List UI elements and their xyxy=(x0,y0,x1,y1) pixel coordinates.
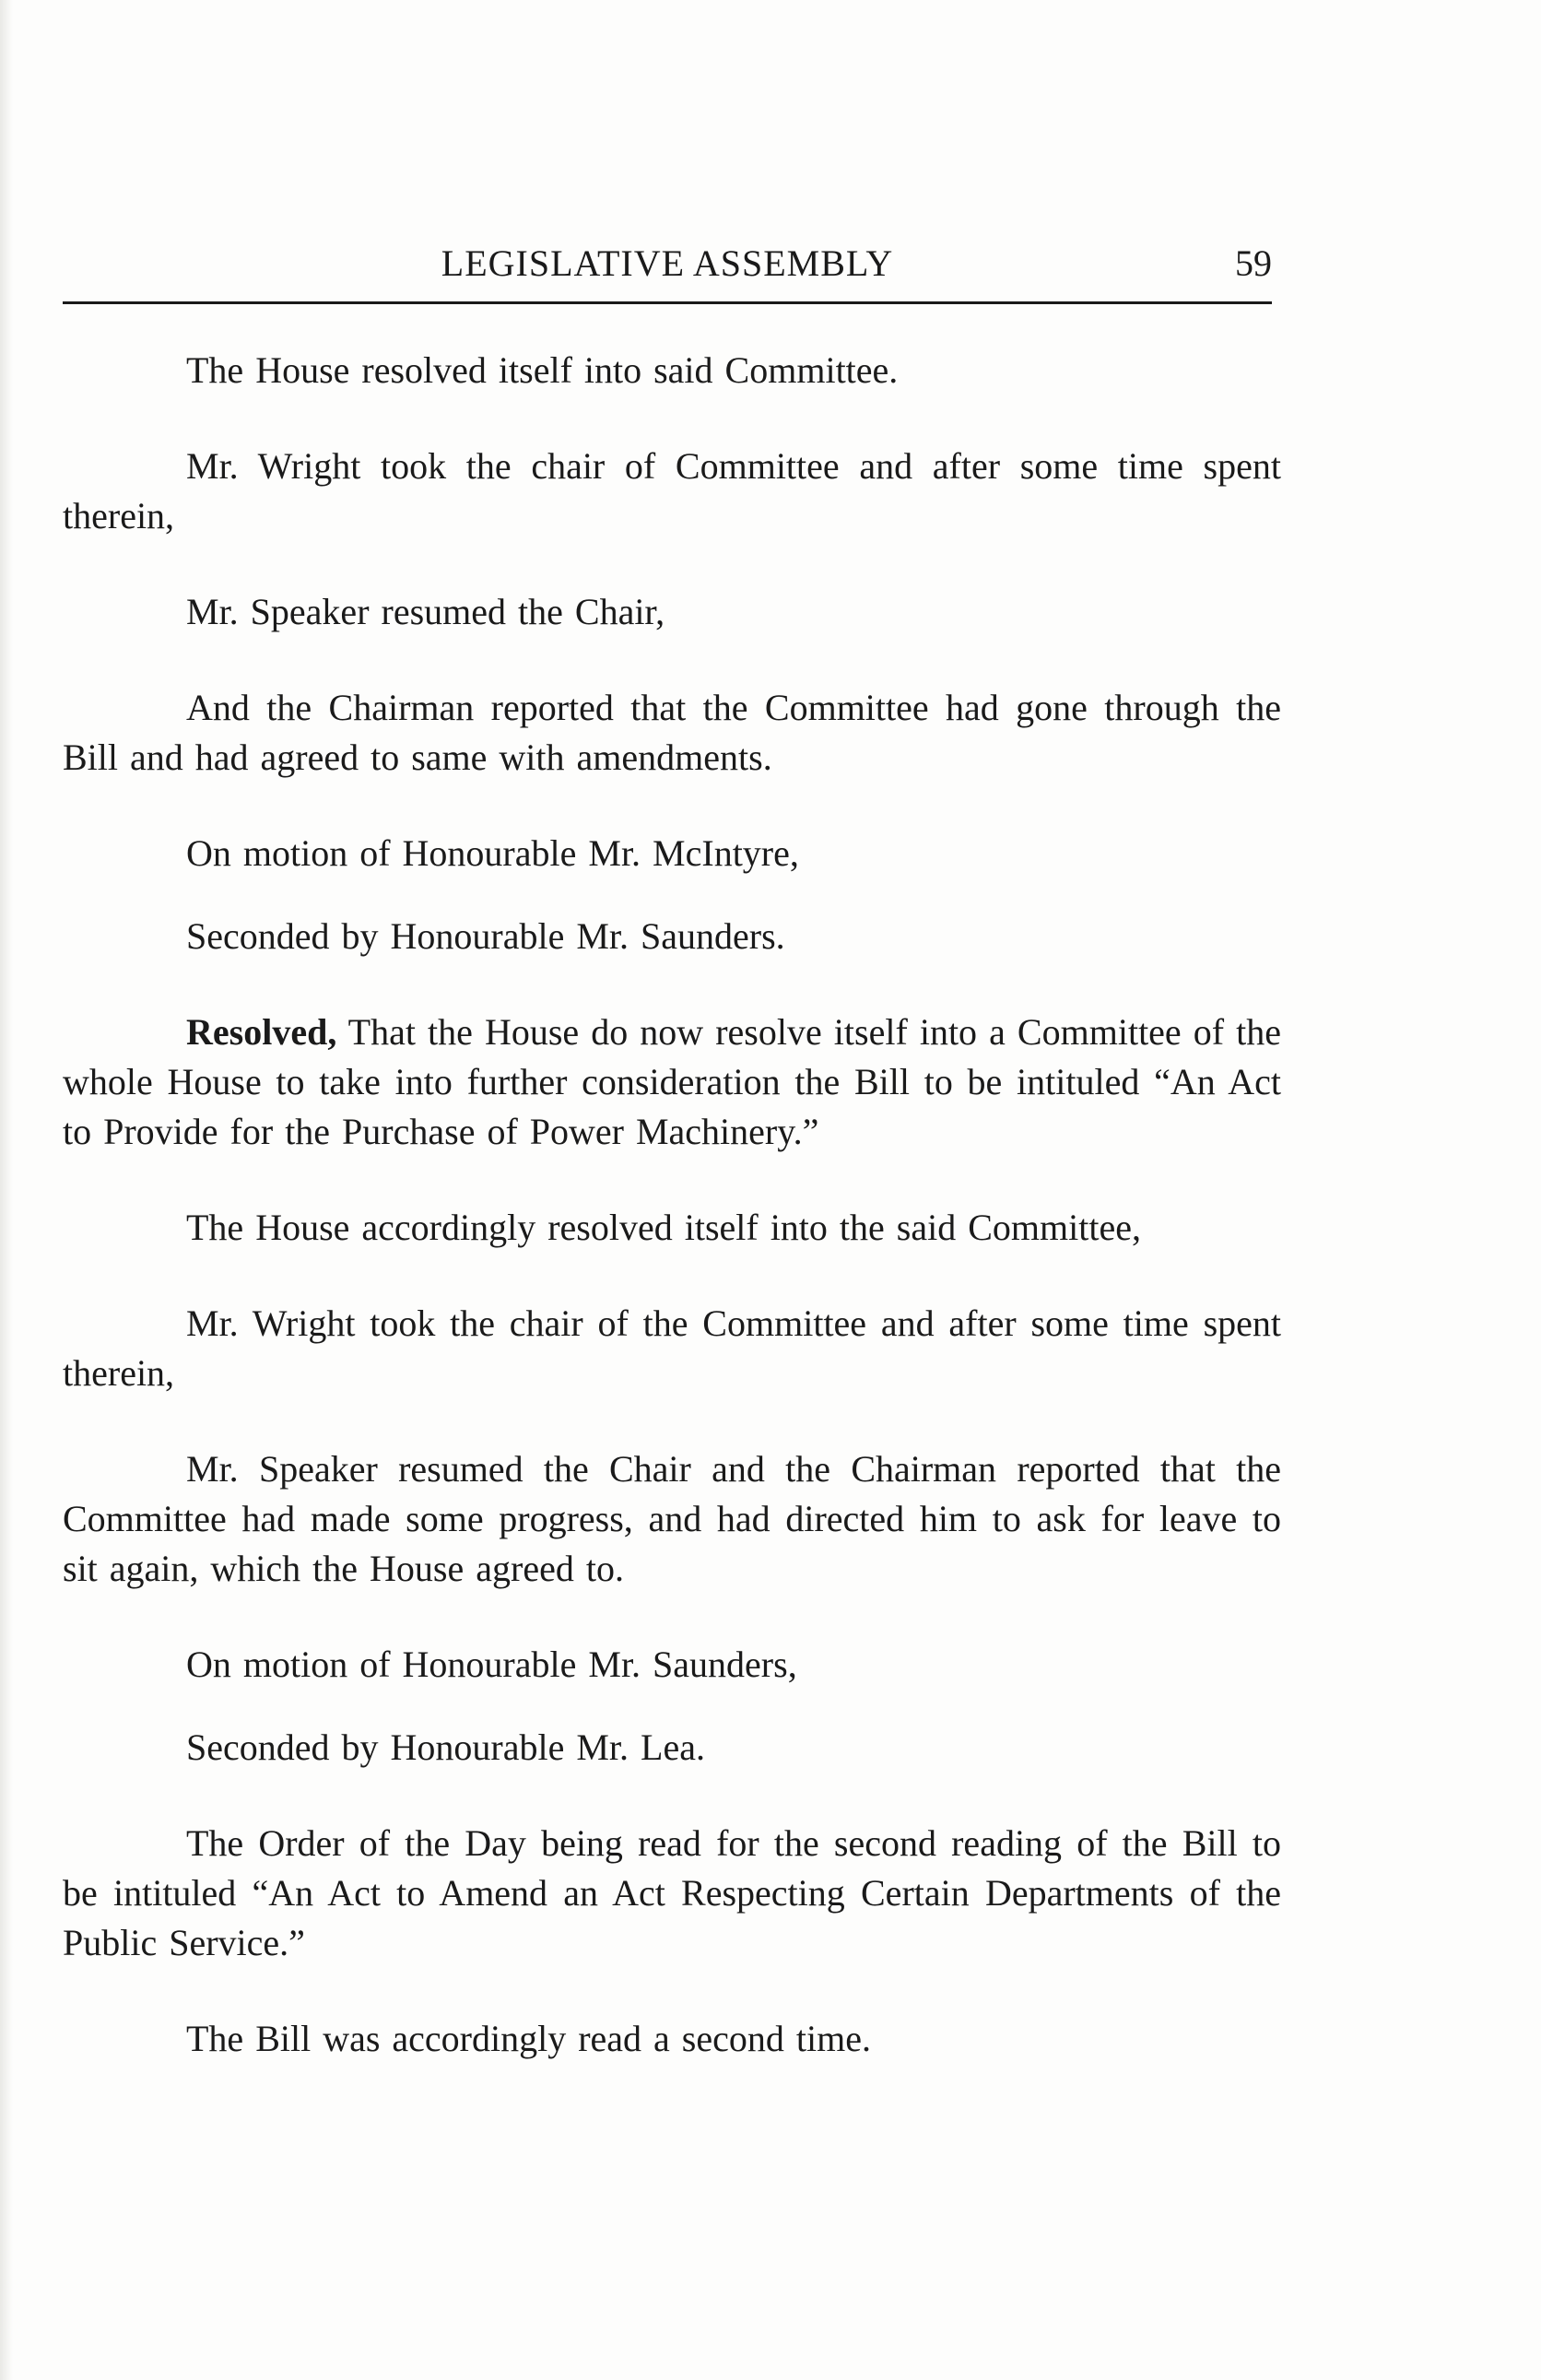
resolution-text: That the House do now resolve itself into a Committee of the whole House to take into further consideration the Bill to be intituled “An Act to Provide for the Purchase of Power Machinery.” xyxy=(63,1011,1281,1152)
resolution-paragraph xyxy=(63,1007,1281,1157)
body-text xyxy=(63,346,1281,2110)
paragraph: On motion of Honourable Mr. McIntyre, xyxy=(186,832,799,874)
paragraph: Mr. Speaker resumed the Chair and the Chairman reported that the Committee had made some progress, and had directed him to ask for leave to sit again, which the House agreed to. xyxy=(63,1448,1281,1589)
paragraph: On motion of Honourable Mr. Saunders, xyxy=(186,1644,797,1685)
header-rule xyxy=(63,301,1272,304)
paragraph: And the Chairman reported that the Committee had gone through the Bill and had agreed to same with amendments. xyxy=(63,687,1281,778)
resolved-label: Resolved, xyxy=(186,1011,337,1053)
paragraph: The Order of the Day being read for the second reading of the Bill to be intituled “An Act to Amend an Act Respecting Certain Departments of the Public Service.” xyxy=(63,1822,1281,1963)
paragraph: Seconded by Honourable Mr. Saunders. xyxy=(186,915,785,957)
paragraph: Mr. Wright took the chair of the Committee and after some time spent therein, xyxy=(63,1302,1281,1394)
header-title: LEGISLATIVE ASSEMBLY xyxy=(441,242,894,284)
paragraph: The Bill was accordingly read a second time. xyxy=(186,2018,871,2059)
paragraph: Mr. Wright took the chair of Committee and after some time spent therein, xyxy=(63,445,1281,536)
paragraph: The House resolved itself into said Committee. xyxy=(186,349,899,391)
page-edge-shadow xyxy=(0,0,13,2380)
paragraph: Seconded by Honourable Mr. Lea. xyxy=(186,1726,705,1768)
paragraph: Mr. Speaker resumed the Chair, xyxy=(186,591,665,632)
paragraph: The House accordingly resolved itself into the said Committee, xyxy=(186,1207,1141,1248)
running-header xyxy=(63,238,1272,295)
page-number: 59 xyxy=(1235,242,1272,284)
